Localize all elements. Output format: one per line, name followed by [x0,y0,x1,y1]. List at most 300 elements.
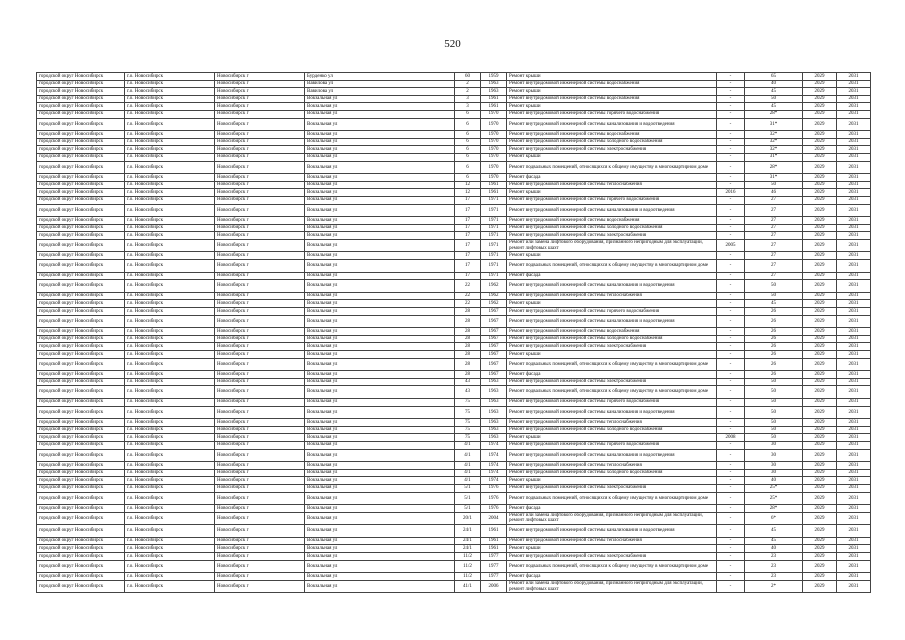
settlement-cell: г.о. Новосибирск [125,449,215,462]
plan-start-year-cell: 2029 [803,512,837,525]
municipality-cell: городской округ Новосибирск [37,118,125,131]
plan-end-year-cell: 2031 [837,196,871,204]
plan-end-year-cell: 2031 [837,580,871,593]
house-number-cell: 28 [455,335,481,343]
build-year-cell: 1971 [481,217,507,225]
house-number-cell: 75 [455,406,481,419]
locality-cell: Новосибирск г [215,224,305,232]
plan-start-year-cell: 2029 [803,300,837,308]
settlement-cell: г.о. Новосибирск [125,280,215,293]
municipality-cell: городской округ Новосибирск [37,560,125,573]
plan-end-year-cell: 2031 [837,224,871,232]
build-year-cell: 1971 [481,224,507,232]
build-year-cell: 1970 [481,138,507,146]
house-number-cell: 75 [455,398,481,406]
last-repair-year-cell: - [717,300,745,308]
wear-percent-cell: 46 [745,189,803,197]
locality-cell: Новосибирск г [215,492,305,505]
municipality-cell: городской округ Новосибирск [37,343,125,351]
wear-percent-cell: 50 [745,406,803,419]
build-year-cell: 1970 [481,174,507,182]
build-year-cell: 1963 [481,406,507,419]
plan-end-year-cell: 2031 [837,260,871,273]
municipality-cell: городской округ Новосибирск [37,103,125,111]
house-number-cell: 17 [455,224,481,232]
plan-end-year-cell: 2031 [837,80,871,88]
wear-percent-cell: 23 [745,573,803,581]
plan-start-year-cell: 2029 [803,328,837,336]
house-number-cell: 22 [455,280,481,293]
municipality-cell: городской округ Новосибирск [37,88,125,96]
locality-cell: Новосибирск г [215,146,305,154]
settlement-cell: г.о. Новосибирск [125,73,215,81]
plan-end-year-cell: 2031 [837,138,871,146]
locality-cell: Новосибирск г [215,315,305,328]
locality-cell: Новосибирск г [215,580,305,593]
work-type-cell: Ремонт подвальных помещений, относящихся к общему имуществу в многоквартирном доме [507,386,717,399]
municipality-cell: городской округ Новосибирск [37,378,125,386]
plan-end-year-cell: 2031 [837,280,871,293]
street-cell: Вокзальная ул [305,239,455,252]
table-row [37,406,871,419]
work-type-cell: Ремонт внутридомовой инженерной системы горячего водоснабжения [507,196,717,204]
settlement-cell: г.о. Новосибирск [125,351,215,359]
work-type-cell: Ремонт крыши [507,189,717,197]
plan-end-year-cell: 2031 [837,131,871,139]
work-type-cell: Ремонт внутридомовой инженерной системы электроснабжения [507,378,717,386]
last-repair-year-cell: - [717,174,745,182]
wear-percent-cell: 50 [745,378,803,386]
plan-end-year-cell: 2031 [837,88,871,96]
plan-start-year-cell: 2029 [803,189,837,197]
last-repair-year-cell: - [717,315,745,328]
table-row [37,335,871,343]
build-year-cell: 1971 [481,260,507,273]
last-repair-year-cell: - [717,308,745,316]
build-year-cell: 1970 [481,110,507,118]
locality-cell: Новосибирск г [215,181,305,189]
municipality-cell: городской округ Новосибирск [37,512,125,525]
table-row [37,477,871,485]
wear-percent-cell: 27 [745,196,803,204]
house-number-cell: 17 [455,204,481,217]
work-type-cell: Ремонт крыши [507,153,717,161]
table-row [37,174,871,182]
work-type-cell: Ремонт подвальных помещений, относящихся к общему имуществу в многоквартирном доме [507,560,717,573]
municipality-cell: городской округ Новосибирск [37,484,125,492]
municipality-cell: городской округ Новосибирск [37,153,125,161]
locality-cell: Новосибирск г [215,512,305,525]
table-row [37,378,871,386]
last-repair-year-cell: - [717,328,745,336]
street-cell: Вокзальная ул [305,580,455,593]
wear-percent-cell: 30 [745,441,803,449]
municipality-cell: городской округ Новосибирск [37,406,125,419]
wear-percent-cell: 50 [745,398,803,406]
table-row [37,537,871,545]
table-row [37,580,871,593]
locality-cell: Новосибирск г [215,103,305,111]
locality-cell: Новосибирск г [215,260,305,273]
plan-start-year-cell: 2029 [803,73,837,81]
table-row [37,426,871,434]
wear-percent-cell: 27 [745,204,803,217]
plan-end-year-cell: 2031 [837,272,871,280]
plan-start-year-cell: 2029 [803,232,837,240]
table-row [37,292,871,300]
wear-percent-cell: 65 [745,73,803,81]
municipality-cell: городской округ Новосибирск [37,174,125,182]
plan-end-year-cell: 2031 [837,386,871,399]
build-year-cell: 1963 [481,80,507,88]
municipality-cell: городской округ Новосибирск [37,462,125,470]
last-repair-year-cell: - [717,292,745,300]
build-year-cell: 1967 [481,308,507,316]
house-number-cell: 2 [455,80,481,88]
wear-percent-cell: 45 [745,525,803,538]
work-type-cell: Ремонт внутридомовой инженерной системы холодного водоснабжения [507,469,717,477]
build-year-cell: 1977 [481,553,507,561]
table-row [37,553,871,561]
plan-end-year-cell: 2031 [837,358,871,371]
wear-percent-cell: 32* [745,146,803,154]
plan-end-year-cell: 2031 [837,469,871,477]
settlement-cell: г.о. Новосибирск [125,161,215,174]
municipality-cell: городской округ Новосибирск [37,239,125,252]
build-year-cell: 1963 [481,398,507,406]
locality-cell: Новосибирск г [215,118,305,131]
wear-percent-cell: 50 [745,386,803,399]
street-cell: Вокзальная ул [305,252,455,260]
house-number-cell: 75 [455,419,481,427]
house-number-cell: 6 [455,146,481,154]
house-number-cell: 4/1 [455,469,481,477]
plan-start-year-cell: 2029 [803,537,837,545]
street-cell: Вокзальная ул [305,426,455,434]
plan-end-year-cell: 2031 [837,419,871,427]
street-cell: Вокзальная ул [305,484,455,492]
plan-start-year-cell: 2029 [803,419,837,427]
work-type-cell: Ремонт внутридомовой инженерной системы горячего водоснабжения [507,398,717,406]
settlement-cell: г.о. Новосибирск [125,371,215,379]
work-type-cell: Ремонт или замена лифтового оборудования, признанного непригодным для эксплуатации, ремонт лифтовых шахт [507,580,717,593]
build-year-cell: 1971 [481,252,507,260]
last-repair-year-cell: - [717,545,745,553]
build-year-cell: 1961 [481,525,507,538]
table-row [37,560,871,573]
locality-cell: Новосибирск г [215,371,305,379]
municipality-cell: городской округ Новосибирск [37,505,125,513]
last-repair-year-cell: - [717,204,745,217]
municipality-cell: городской округ Новосибирск [37,260,125,273]
table-row [37,525,871,538]
build-year-cell: 1970 [481,161,507,174]
plan-start-year-cell: 2029 [803,204,837,217]
street-cell: Вокзальная ул [305,95,455,103]
wear-percent-cell: 30 [745,469,803,477]
wear-percent-cell: 27 [745,272,803,280]
plan-start-year-cell: 2029 [803,505,837,513]
build-year-cell: 1959 [481,73,507,81]
table-row [37,217,871,225]
wear-percent-cell: 32* [745,138,803,146]
settlement-cell: г.о. Новосибирск [125,232,215,240]
settlement-cell: г.о. Новосибирск [125,239,215,252]
wear-percent-cell: 26 [745,335,803,343]
wear-percent-cell: 45 [745,88,803,96]
municipality-cell: городской округ Новосибирск [37,545,125,553]
table-row [37,189,871,197]
street-cell: Вокзальная ул [305,537,455,545]
municipality-cell: городской округ Новосибирск [37,280,125,293]
plan-end-year-cell: 2031 [837,398,871,406]
plan-end-year-cell: 2031 [837,560,871,573]
work-type-cell: Ремонт внутридомовой инженерной системы электроснабжения [507,232,717,240]
locality-cell: Новосибирск г [215,252,305,260]
plan-end-year-cell: 2031 [837,146,871,154]
wear-percent-cell: 27 [745,260,803,273]
plan-start-year-cell: 2029 [803,131,837,139]
locality-cell: Новосибирск г [215,217,305,225]
table-row [37,161,871,174]
locality-cell: Новосибирск г [215,560,305,573]
wear-percent-cell: 45 [745,103,803,111]
wear-percent-cell: 27 [745,224,803,232]
settlement-cell: г.о. Новосибирск [125,434,215,442]
wear-percent-cell: 6* [745,512,803,525]
last-repair-year-cell: - [717,260,745,273]
settlement-cell: г.о. Новосибирск [125,252,215,260]
last-repair-year-cell: - [717,217,745,225]
work-type-cell: Ремонт внутридомовой инженерной системы водоснабжения [507,217,717,225]
wear-percent-cell: 31* [745,153,803,161]
locality-cell: Новосибирск г [215,196,305,204]
house-number-cell: 20/1 [455,512,481,525]
wear-percent-cell: 2* [745,580,803,593]
street-cell: Вокзальная ул [305,196,455,204]
wear-percent-cell: 25* [745,492,803,505]
build-year-cell: 1974 [481,477,507,485]
table-row [37,232,871,240]
street-cell: Вокзальная ул [305,525,455,538]
municipality-cell: городской округ Новосибирск [37,110,125,118]
municipality-cell: городской округ Новосибирск [37,441,125,449]
table-row [37,73,871,81]
table-row [37,118,871,131]
table-row [37,260,871,273]
plan-start-year-cell: 2029 [803,292,837,300]
table-row [37,462,871,470]
locality-cell: Новосибирск г [215,462,305,470]
table-row [37,204,871,217]
wear-percent-cell: 45 [745,537,803,545]
build-year-cell: 1961 [481,537,507,545]
build-year-cell: 1961 [481,189,507,197]
settlement-cell: г.о. Новосибирск [125,110,215,118]
last-repair-year-cell: - [717,419,745,427]
build-year-cell: 1967 [481,335,507,343]
street-cell: Вокзальная ул [305,280,455,293]
municipality-cell: городской округ Новосибирск [37,131,125,139]
municipality-cell: городской округ Новосибирск [37,95,125,103]
wear-percent-cell: 31* [745,118,803,131]
locality-cell: Новосибирск г [215,80,305,88]
table-row [37,272,871,280]
plan-end-year-cell: 2031 [837,204,871,217]
plan-end-year-cell: 2031 [837,553,871,561]
house-number-cell: 43 [455,386,481,399]
plan-start-year-cell: 2029 [803,462,837,470]
settlement-cell: г.о. Новосибирск [125,525,215,538]
wear-percent-cell: 23 [745,553,803,561]
build-year-cell: 1963 [481,386,507,399]
plan-start-year-cell: 2029 [803,492,837,505]
work-type-cell: Ремонт крыши [507,434,717,442]
work-type-cell: Ремонт внутридомовой инженерной системы водоснабжения [507,328,717,336]
wear-percent-cell: 26 [745,343,803,351]
table-row [37,88,871,96]
settlement-cell: г.о. Новосибирск [125,378,215,386]
last-repair-year-cell: - [717,280,745,293]
settlement-cell: г.о. Новосибирск [125,204,215,217]
settlement-cell: г.о. Новосибирск [125,512,215,525]
wear-percent-cell: 50 [745,426,803,434]
work-type-cell: Ремонт внутридомовой инженерной системы теплоснабжения [507,462,717,470]
last-repair-year-cell: - [717,378,745,386]
street-cell: Вокзальная ул [305,292,455,300]
build-year-cell: 1977 [481,573,507,581]
plan-start-year-cell: 2029 [803,449,837,462]
house-number-cell: 6 [455,110,481,118]
last-repair-year-cell: - [717,512,745,525]
street-cell: Вокзальная ул [305,189,455,197]
house-number-cell: 5/1 [455,492,481,505]
last-repair-year-cell: - [717,398,745,406]
table-row [37,469,871,477]
municipality-cell: городской округ Новосибирск [37,537,125,545]
locality-cell: Новосибирск г [215,189,305,197]
municipality-cell: городской округ Новосибирск [37,386,125,399]
wear-percent-cell: 23 [745,560,803,573]
build-year-cell: 1967 [481,358,507,371]
locality-cell: Новосибирск г [215,351,305,359]
table-row [37,95,871,103]
locality-cell: Новосибирск г [215,477,305,485]
table-row [37,434,871,442]
settlement-cell: г.о. Новосибирск [125,217,215,225]
house-number-cell: 75 [455,426,481,434]
settlement-cell: г.о. Новосибирск [125,88,215,96]
house-number-cell: 17 [455,239,481,252]
plan-end-year-cell: 2031 [837,161,871,174]
build-year-cell: 1974 [481,469,507,477]
work-type-cell: Ремонт подвальных помещений, относящихся к общему имуществу в многоквартирном доме [507,492,717,505]
plan-start-year-cell: 2029 [803,573,837,581]
last-repair-year-cell: - [717,371,745,379]
settlement-cell: г.о. Новосибирск [125,386,215,399]
street-cell: Вокзальная ул [305,335,455,343]
locality-cell: Новосибирск г [215,484,305,492]
locality-cell: Новосибирск г [215,553,305,561]
plan-start-year-cell: 2029 [803,525,837,538]
house-number-cell: 12 [455,189,481,197]
last-repair-year-cell: - [717,386,745,399]
table-row [37,351,871,359]
work-type-cell: Ремонт крыши [507,477,717,485]
settlement-cell: г.о. Новосибирск [125,537,215,545]
settlement-cell: г.о. Новосибирск [125,181,215,189]
work-type-cell: Ремонт крыши [507,300,717,308]
work-type-cell: Ремонт внутридомовой инженерной системы теплоснабжения [507,537,717,545]
plan-end-year-cell: 2031 [837,174,871,182]
settlement-cell: г.о. Новосибирск [125,189,215,197]
last-repair-year-cell: 2005 [717,239,745,252]
work-type-cell: Ремонт фасада [507,174,717,182]
street-cell: Вокзальная ул [305,232,455,240]
municipality-cell: городской округ Новосибирск [37,224,125,232]
build-year-cell: 1970 [481,153,507,161]
plan-start-year-cell: 2029 [803,426,837,434]
locality-cell: Новосибирск г [215,300,305,308]
plan-end-year-cell: 2031 [837,189,871,197]
last-repair-year-cell: - [717,335,745,343]
table-row [37,300,871,308]
street-cell: Вокзальная ул [305,161,455,174]
street-cell: Вокзальная ул [305,378,455,386]
plan-end-year-cell: 2031 [837,308,871,316]
street-cell: Вокзальная ул [305,469,455,477]
plan-start-year-cell: 2029 [803,110,837,118]
wear-percent-cell: 26 [745,315,803,328]
street-cell: Вокзальная ул [305,462,455,470]
plan-end-year-cell: 2031 [837,335,871,343]
table-row [37,146,871,154]
house-number-cell: 17 [455,272,481,280]
municipality-cell: городской округ Новосибирск [37,492,125,505]
last-repair-year-cell: - [717,537,745,545]
plan-start-year-cell: 2029 [803,181,837,189]
work-type-cell: Ремонт внутридомовой инженерной системы канализования и водоотведения [507,204,717,217]
street-cell: Вокзальная ул [305,545,455,553]
wear-percent-cell: 26 [745,351,803,359]
house-number-cell: 28 [455,308,481,316]
work-type-cell: Ремонт внутридомовой инженерной системы теплоснабжения [507,419,717,427]
locality-cell: Новосибирск г [215,419,305,427]
build-year-cell: 1961 [481,181,507,189]
street-cell: Вокзальная ул [305,181,455,189]
last-repair-year-cell: - [717,232,745,240]
table-row [37,280,871,293]
last-repair-year-cell: - [717,351,745,359]
plan-end-year-cell: 2031 [837,537,871,545]
settlement-cell: г.о. Новосибирск [125,328,215,336]
build-year-cell: 1976 [481,484,507,492]
plan-end-year-cell: 2031 [837,252,871,260]
work-type-cell: Ремонт или замена лифтового оборудования, признанного непригодным для эксплуатации, ремонт лифтовых шахт [507,239,717,252]
table-row [37,449,871,462]
last-repair-year-cell: - [717,95,745,103]
plan-end-year-cell: 2031 [837,95,871,103]
street-cell: Вокзальная ул [305,343,455,351]
house-number-cell: 3 [455,95,481,103]
street-cell: Вокзальная ул [305,386,455,399]
wear-percent-cell: 45 [745,300,803,308]
last-repair-year-cell: 2016 [717,189,745,197]
locality-cell: Новосибирск г [215,386,305,399]
locality-cell: Новосибирск г [215,469,305,477]
settlement-cell: г.о. Новосибирск [125,492,215,505]
table-row [37,153,871,161]
